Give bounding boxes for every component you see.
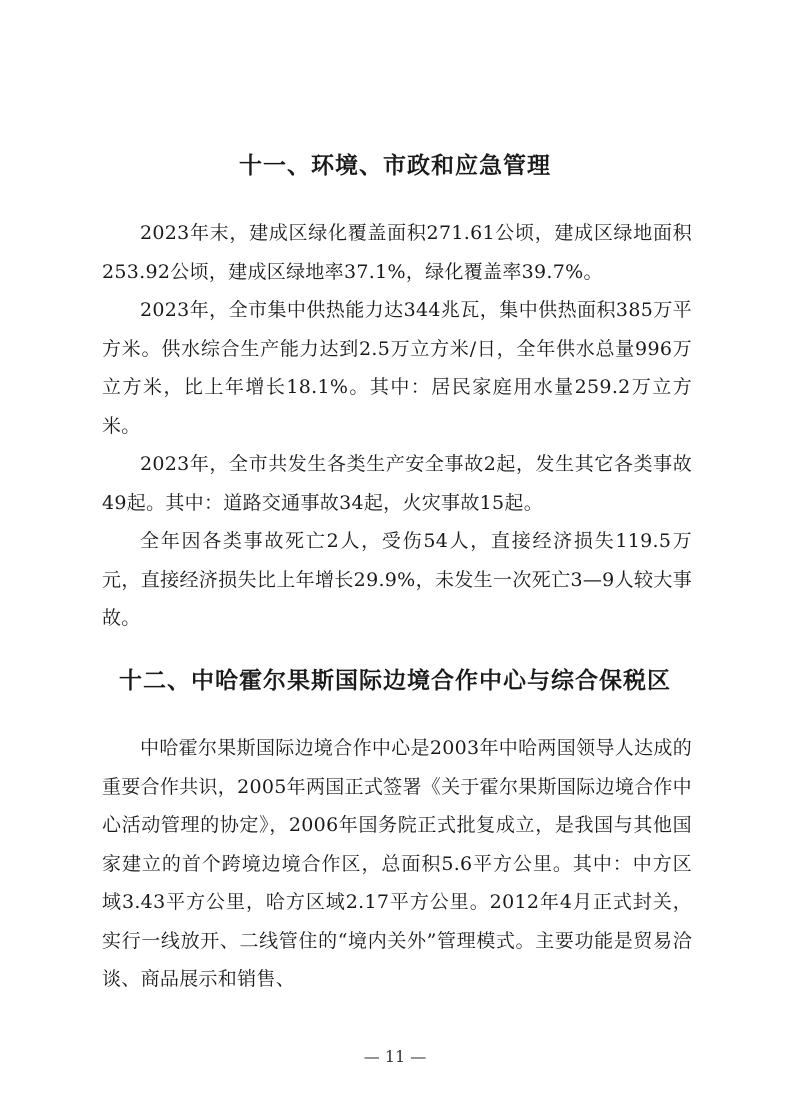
paragraph-accidents: 2023年，全市共发生各类生产安全事故2起，发生其它各类事故49起。其中：道路交通事故34起，火灾事故15起。	[102, 453, 692, 514]
section-body-environment	[102, 214, 692, 638]
paragraph-greening: 2023年末，建成区绿化覆盖面积271.61公顷，建成区绿地面积253.92公顷，建成区绿地率37.1%，绿化覆盖率39.7%。	[102, 222, 692, 283]
section-body-khorgos	[102, 729, 692, 999]
paragraph-cooperation-center: 中哈霍尔果斯国际边境合作中心是2003年中哈两国领导人达成的重要合作共识，2005年两国正式签署《关于霍尔果斯国际边境合作中心活动管理的协定》，2006年国务院正式批复成立，是我国与其他国家建立的首个跨境边境合作区，总面积5.6平方公里。其中：中方区域3.43平方公里，哈方区域2.17平方公里。2012年4月正式封关，实行一线放开、二线管住的“境内关外”管理模式。主要功能是贸易洽谈、商品展示和销售、	[102, 737, 692, 990]
section-heading-khorgos: 十二、中哈霍尔果斯国际边境合作中心与综合保税区	[119, 668, 671, 694]
page-number: — 11 —	[363, 1047, 427, 1066]
paragraph-heating-water: 2023年，全市集中供热能力达344兆瓦，集中供热面积385万平方米。供水综合生产能力达到2.5万立方米/日，全年供水总量996万立方米，比上年增长18.1%。其中：居民家庭用水量259.2万立方米。	[102, 299, 692, 437]
paragraph-casualties: 全年因各类事故死亡2人，受伤54人，直接经济损失119.5万元，直接经济损失比上年增长29.9%，未发生一次死亡3—9人较大事故。	[102, 530, 692, 629]
section-heading-environment: 十一、环境、市政和应急管理	[239, 153, 551, 179]
